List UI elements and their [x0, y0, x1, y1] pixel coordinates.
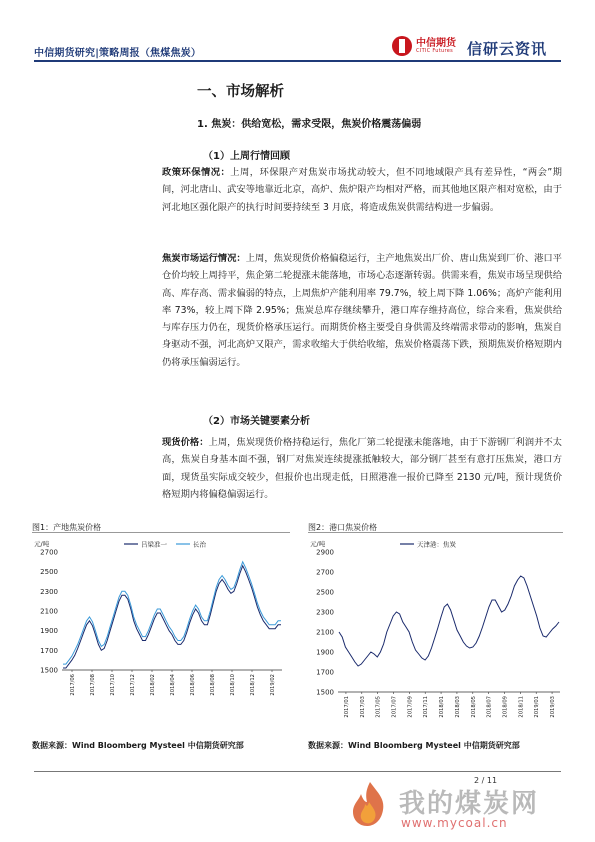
x-tick-label: 2018/11: [518, 696, 525, 718]
y-tick-label: 2900: [316, 548, 334, 557]
brand-name: 信研云资讯: [467, 40, 548, 58]
port-coke-price-chart: [308, 538, 563, 728]
x-tick-label: 2017/01: [343, 696, 350, 718]
y-tick-label: 2500: [40, 568, 58, 577]
watermark-name: 我的煤炭网: [399, 789, 540, 819]
x-tick-label: 2017/10: [110, 674, 116, 696]
footer-divider: [34, 771, 561, 772]
figure1-rule: [32, 532, 290, 533]
spot-lead: 现货价格：: [162, 437, 209, 448]
citic-logo-en: CITIC Futures: [416, 47, 454, 54]
x-tick-label: 2018/10: [230, 674, 236, 696]
y-tick-label: 1700: [316, 668, 334, 677]
x-tick-label: 2018/02: [150, 674, 156, 696]
y-tick-label: 1700: [40, 646, 58, 655]
y-tick-label: 2100: [40, 607, 58, 616]
series-line-0: [339, 576, 559, 666]
y-tick-label: 2100: [316, 628, 334, 637]
figure1-source: 数据来源：Wind Bloomberg Mysteel 中信期货研究部: [32, 741, 244, 750]
x-tick-label: 2018/12: [250, 674, 256, 696]
figure2-rule: [308, 532, 563, 533]
y-tick-label: 2700: [40, 548, 58, 557]
key-factors-heading: （2）市场关键要素分析: [203, 416, 310, 427]
y-tick-label: 1900: [316, 648, 334, 657]
market-lead: 焦炭市场运行情况：: [162, 253, 246, 264]
x-tick-label: 2017/07: [391, 696, 398, 718]
y-axis-label: 元/吨: [34, 540, 50, 548]
x-tick-label: 2017/03: [359, 696, 366, 718]
y-tick-label: 2700: [316, 568, 334, 577]
figure2-source: 数据来源：Wind Bloomberg Mysteel 中信期货研究部: [308, 741, 520, 750]
x-tick-label: 2018/07: [486, 696, 493, 718]
market-body: 上周，焦炭现货价格偏稳运行，主产地焦炭出厂价、唐山焦炭到厂价、港口平仓价均较上周持平，焦企第二轮提涨未能落地，市场心态逐渐转弱。供需来看，焦炭市场呈现供给高、库存高、需求偏弱的特点，上周焦炉产能利用率 79.7%，较上周下降 1.06%；高炉产能利用率 73%，较上周下降 2.95%；焦炭总库存继续攀升，港口库存维持高位，综合来看，焦炭供给与库存压力仍在，现货价格承压运行。而期货价格主要受自身供需及终端需求带动的影响，焦炭自身驱动不强，河北高炉又限产，需求收缩大于供给收缩，焦炭价格震荡下跌，预期焦炭价格短期内仍将承压偏弱运行。: [162, 253, 562, 368]
x-tick-label: 2018/06: [190, 674, 196, 696]
x-tick-label: 2018/05: [470, 696, 477, 718]
citic-logo: [392, 36, 456, 56]
x-tick-label: 2018/01: [439, 696, 446, 718]
header-divider: [34, 60, 561, 62]
market-paragraph: [162, 250, 562, 371]
series-line-1: [63, 562, 281, 664]
x-tick-label: 2017/05: [375, 696, 382, 718]
legend-label: 天津港：焦炭: [417, 540, 456, 549]
x-tick-label: 2019/03: [550, 696, 557, 718]
section-heading: 一、市场解析: [197, 84, 284, 100]
x-tick-label: 2017/12: [130, 674, 136, 696]
spot-paragraph: [162, 434, 562, 503]
page-number: 2 / 11: [474, 776, 498, 785]
x-tick-label: 2017/09: [407, 696, 414, 718]
subsection-heading: 1. 焦炭：供给宽松，需求受限，焦炭价格震荡偏弱: [197, 119, 422, 130]
spot-body: 上周，焦炭现货价格持稳运行，焦化厂第二轮提涨未能落地，由于下游钢厂利润并不太高，焦炭自身基本面不强，钢厂对焦炭连续提涨抵触较大，部分钢厂甚至有意打压焦炭，港口方面，现货虽实际成交较少，但报价也出现走低，日照港准一报价已降至 2130 元/吨，预计现货价格短期内将偏稳偏弱运行。: [162, 437, 562, 500]
flame-icon: [345, 780, 395, 828]
figure1-caption: 图1：产地焦炭价格: [32, 523, 102, 532]
x-tick-label: 2017/06: [70, 674, 76, 696]
policy-paragraph: [162, 164, 562, 216]
legend-label: 长治: [193, 540, 206, 549]
y-axis-label: 元/吨: [310, 540, 326, 548]
citic-logo-cn: 中信期货: [416, 37, 456, 49]
legend-label: 吕梁准一: [141, 540, 167, 549]
report-header-title: 中信期货研究|策略周报（焦煤焦炭）: [34, 48, 202, 59]
series-line-0: [63, 566, 281, 668]
watermark: [345, 778, 565, 836]
citic-logo-icon: [392, 36, 412, 56]
y-tick-label: 2300: [40, 587, 58, 596]
x-tick-label: 2018/04: [170, 674, 176, 696]
x-tick-label: 2018/08: [210, 674, 216, 696]
x-tick-label: 2017/08: [90, 674, 96, 696]
x-tick-label: 2019/01: [534, 696, 541, 718]
y-tick-label: 1500: [316, 688, 334, 697]
y-tick-label: 2300: [316, 608, 334, 617]
policy-body: 上周，环保限产对焦炭市场扰动较大，但不同地域限产具有差异性，“两会”期间，河北唐山、武安等地靠近北京，高炉、焦炉限产均相对严格，而其他地区限产相对宽松，由于河北地区强化限产的执行时间要持续至 3 月底，将造成焦炭供需结构进一步偏弱。: [162, 167, 562, 213]
x-tick-label: 2018/03: [454, 696, 461, 718]
x-tick-label: 2018/09: [502, 696, 509, 718]
figure2-caption: 图2：港口焦炭价格: [308, 523, 378, 532]
y-tick-label: 2500: [316, 588, 334, 597]
policy-lead: 政策环保情况：: [162, 167, 231, 178]
x-tick-label: 2017/11: [423, 696, 430, 718]
weekly-review-heading: （1）上周行情回顾: [203, 151, 290, 162]
origin-coke-price-chart: [32, 538, 290, 728]
y-tick-label: 1900: [40, 627, 58, 636]
watermark-url: www.mycoal.cn: [401, 816, 508, 830]
y-tick-label: 1500: [40, 666, 58, 675]
x-tick-label: 2019/02: [270, 674, 276, 696]
